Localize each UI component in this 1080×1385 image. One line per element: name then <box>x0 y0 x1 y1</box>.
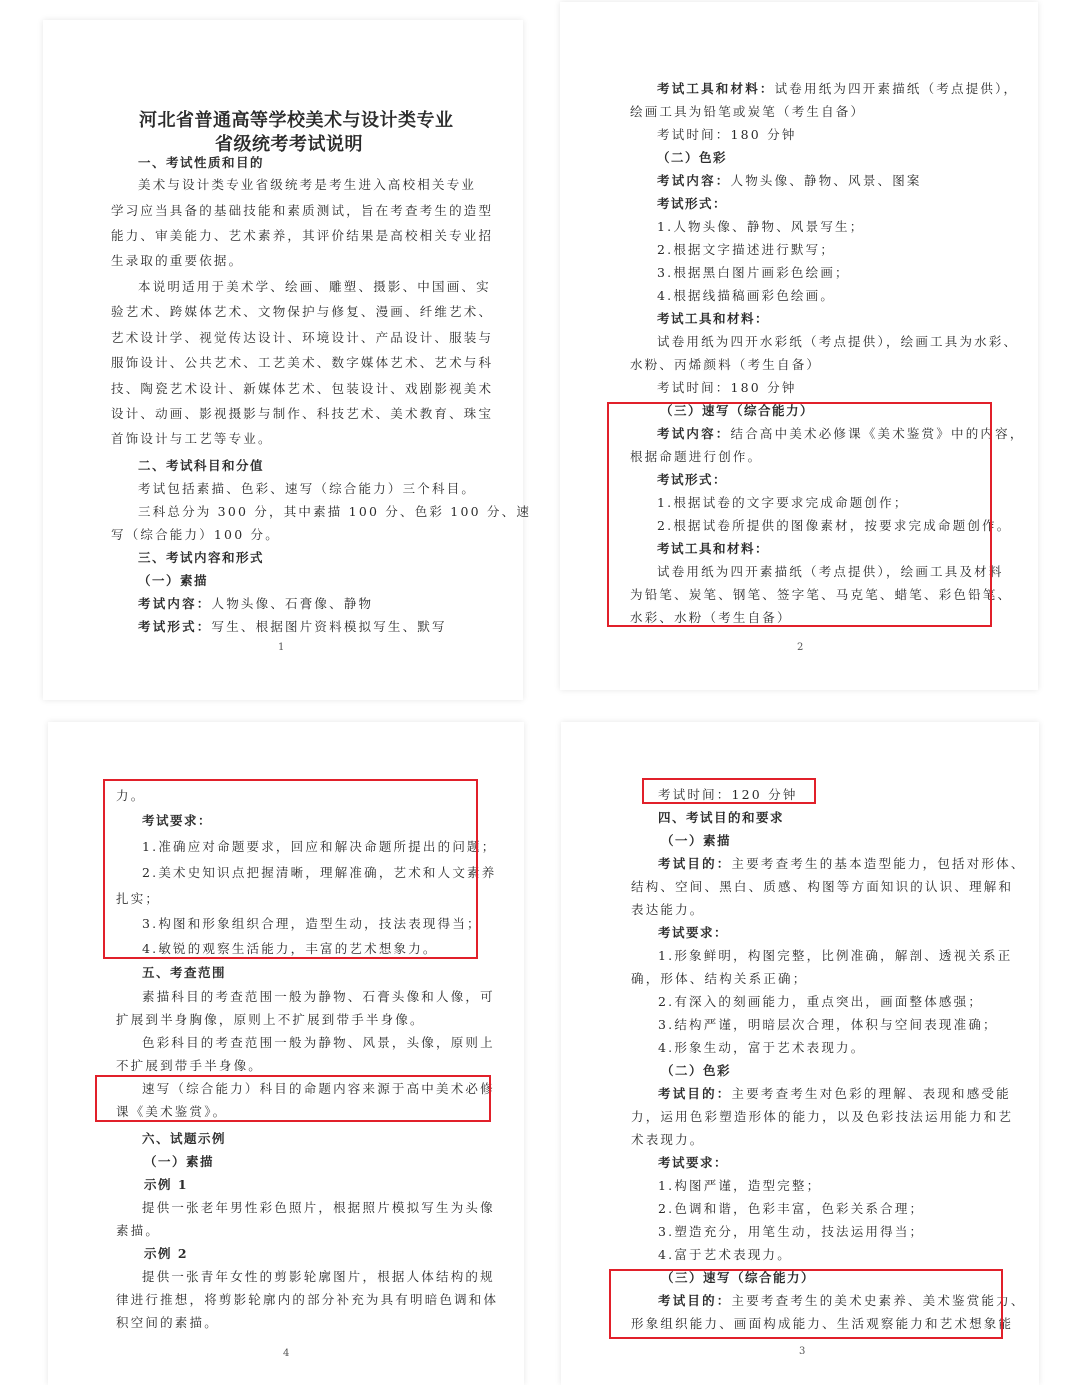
subsection-quick-sketch-heading: （三）速写（综合能力） <box>660 403 815 418</box>
text-line: 艺术设计学、视觉传达设计、环境设计、产品设计、服装与 <box>111 330 494 345</box>
subsection-sketch-heading: （一）素描 <box>144 1154 215 1169</box>
text-line: 设计、动画、影视摄影与制作、科技艺术、美术教育、珠宝 <box>111 406 494 421</box>
subsection-quick-sketch-heading: （三）速写（综合能力） <box>661 1270 816 1285</box>
text-line: 色彩科目的考查范围一般为静物、风景，头像，原则上 <box>142 1035 495 1050</box>
text-line <box>657 81 1018 97</box>
text-line: 本说明适用于美术学、绘画、雕塑、摄影、中国画、实 <box>138 279 491 294</box>
text-line: 美术与设计类专业省级统考是考生进入高校相关专业 <box>138 177 477 192</box>
text-line: 积空间的素描。 <box>116 1315 219 1330</box>
text-line <box>138 619 447 635</box>
text-line: 三科总分为 300 分，其中素描 100 分、色彩 100 分、速 <box>138 504 532 519</box>
list-item: 2.美术史知识点把握清晰，理解准确，艺术和人文素养 <box>142 865 497 880</box>
text-line: 为铅笔、炭笔、钢笔、签字笔、马克笔、蜡笔、彩色铅笔、 <box>630 587 1013 602</box>
page-number: 2 <box>797 642 804 653</box>
list-item: 1.构图严谨，造型完整； <box>658 1178 822 1193</box>
list-item: 1.准确应对命题要求，回应和解决命题所提出的问题； <box>142 839 497 854</box>
text-line: 术表现力。 <box>631 1132 705 1147</box>
field-label: 考试要求： <box>658 1155 729 1170</box>
list-item: 1.根据试卷的文字要求完成命题创作； <box>657 495 909 510</box>
section4-heading: 四、考试目的和要求 <box>658 810 785 825</box>
field-label: 考试形式： <box>657 196 728 211</box>
text-line: 素描科目的考查范围一般为静物、石膏头像和人像，可 <box>142 989 495 1004</box>
field-label: 考试目的： <box>658 1086 732 1101</box>
field-label: 考试形式： <box>138 619 212 634</box>
list-item: 3.根据黑白图片画彩色绘画； <box>657 265 850 280</box>
text-line: 表达能力。 <box>631 902 705 917</box>
list-item: 1.形象鲜明，构图完整，比例准确，解剖、透视关系正 <box>658 948 1013 963</box>
text-line: 试卷用纸为四开素描纸（考点提供），绘画工具及材料 <box>657 564 1004 579</box>
page-number: 3 <box>799 1346 806 1357</box>
text-line: 考试时间：180 分钟 <box>657 127 797 142</box>
section3-heading: 三、考试内容和形式 <box>138 550 265 565</box>
text-line: 速写（综合能力）科目的命题内容来源于高中美术必修 <box>142 1081 495 1096</box>
field-value: 主要考查考生的基本造型能力，包括对形体、 <box>731 856 1026 871</box>
text-line: 考试包括素描、色彩、速写（综合能力）三个科目。 <box>138 481 477 496</box>
text-line <box>658 1086 1011 1102</box>
text-line: 写（综合能力）100 分。 <box>111 527 280 542</box>
list-item: 4.敏锐的观察生活能力，丰富的艺术想象力。 <box>142 941 438 956</box>
list-item: 3.塑造充分，用笔生动，技法运用得当； <box>658 1224 925 1239</box>
text-line: 不扩展到带手半身像。 <box>116 1058 264 1073</box>
text-line: 考试时间：120 分钟 <box>658 787 798 802</box>
field-value: 写生、根据图片资料模拟写生、默写 <box>211 619 447 634</box>
text-line: 生录取的重要依据。 <box>111 253 244 268</box>
list-item: 2.根据试卷所提供的图像素材，按要求完成命题创作。 <box>657 518 1012 533</box>
field-value: 结合高中美术必修课《美术鉴赏》中的内容， <box>730 426 1025 441</box>
list-item: 扎实； <box>116 891 161 906</box>
highlight-box-sketch-goal <box>609 1269 1003 1339</box>
example-heading: 示例 1 <box>144 1177 189 1192</box>
doc-title-line2: 省级统考考试说明 <box>215 134 363 155</box>
text-line: 水彩、水粉（考生自备） <box>630 610 792 625</box>
text-line <box>138 596 373 612</box>
text-line <box>658 856 1026 872</box>
list-item: 4.形象生动，富于艺术表现力。 <box>658 1040 866 1055</box>
field-label: 考试要求： <box>142 813 213 828</box>
text-line: 验艺术、跨媒体艺术、文物保护与修复、漫画、纤维艺术、 <box>111 304 494 319</box>
text-line: 素描。 <box>116 1223 161 1238</box>
text-line: 能力、审美能力、艺术素养，其评价结果是高校相关专业招 <box>111 228 494 243</box>
field-value: 主要考查考生对色彩的理解、表现和感受能 <box>731 1086 1011 1101</box>
example-heading: 示例 2 <box>144 1246 189 1261</box>
page-number: 1 <box>278 642 285 653</box>
text-line: 扩展到半身胸像，原则上不扩展到带手半身像。 <box>116 1012 425 1027</box>
list-item: 4.根据线描稿画彩色绘画。 <box>657 288 836 303</box>
text-line: 学习应当具备的基础技能和素质测试，旨在考查考生的造型 <box>111 203 494 218</box>
document-page-1 <box>43 20 532 700</box>
section1-heading: 一、考试性质和目的 <box>138 155 265 170</box>
text-line: 提供一张老年男性彩色照片，根据照片模拟写生为头像 <box>142 1200 495 1215</box>
field-value: 人物头像、石膏像、静物 <box>211 596 374 611</box>
highlight-box-sketch-section <box>607 402 992 627</box>
field-label: 考试内容： <box>138 596 212 611</box>
list-item: 2.根据文字描述进行默写； <box>657 242 836 257</box>
subsection-color-heading: （二）色彩 <box>657 150 728 165</box>
text-line: 力，运用色彩塑造形体的能力，以及色彩技法运用能力和艺 <box>631 1109 1014 1124</box>
text-line <box>657 173 922 189</box>
list-item: 2.有深入的刻画能力，重点突出，画面整体感强； <box>658 994 984 1009</box>
highlight-box-scope <box>95 1075 491 1122</box>
text-line: 首饰设计与工艺等专业。 <box>111 431 273 446</box>
text-line: 技、陶瓷艺术设计、新媒体艺术、包装设计、戏剧影视美术 <box>111 381 494 396</box>
list-item: 3.结构严谨，明暗层次合理，体积与空间表现准确； <box>658 1017 998 1032</box>
field-value: 主要考查考生的美术史素养、美术鉴赏能力、 <box>731 1293 1026 1308</box>
text-line: 课《美术鉴赏》。 <box>116 1104 228 1119</box>
text-line: 绘画工具为铅笔或炭笔（考生自备） <box>630 104 866 119</box>
highlight-box-exam-time <box>642 778 816 804</box>
field-label: 考试工具和材料： <box>657 81 775 96</box>
highlight-box-requirements <box>103 779 478 959</box>
text-line: 试卷用纸为四开水彩纸（考点提供），绘画工具为水彩、 <box>657 334 1019 349</box>
field-label: 考试内容： <box>657 426 731 441</box>
doc-title-line1: 河北省普通高等学校美术与设计类专业 <box>139 110 454 131</box>
section5-heading: 五、考查范围 <box>142 965 227 980</box>
field-label: 考试工具和材料： <box>657 311 770 326</box>
text-line: 考试时间：180 分钟 <box>657 380 797 395</box>
text-line: 服饰设计、公共艺术、工艺美术、数字媒体艺术、艺术与科 <box>111 355 494 370</box>
field-label: 考试工具和材料： <box>657 541 770 556</box>
text-line: 力。 <box>116 788 146 803</box>
field-label: 考试内容： <box>657 173 731 188</box>
subsection-sketch-heading: （一）素描 <box>138 573 209 588</box>
list-item: 4.富于艺术表现力。 <box>658 1247 792 1262</box>
field-label: 考试目的： <box>658 1293 732 1308</box>
page-number: 4 <box>283 1348 290 1359</box>
list-item: 2.色调和谐，色彩丰富，色彩关系合理； <box>658 1201 925 1216</box>
text-line: 水粉、丙烯颜料（考生自备） <box>630 357 822 372</box>
text-line: 律进行推想，将剪影轮廓内的部分补充为具有明暗色调和体 <box>116 1292 499 1307</box>
text-line: 形象组织能力、画面构成能力、生活观察能力和艺术想象能 <box>631 1316 1014 1331</box>
section2-heading: 二、考试科目和分值 <box>138 458 265 473</box>
list-item: 3.构图和形象组织合理，造型生动，技法表现得当； <box>142 916 482 931</box>
field-value: 试卷用纸为四开素描纸（考点提供）， <box>774 81 1019 96</box>
section6-heading: 六、试题示例 <box>142 1131 227 1146</box>
subsection-color-heading: （二）色彩 <box>661 1063 732 1078</box>
text-line: 根据命题进行创作。 <box>630 449 763 464</box>
field-value: 人物头像、静物、风景、图案 <box>730 173 922 188</box>
subsection-sketch-heading: （一）素描 <box>661 833 732 848</box>
text-line: 提供一张青年女性的剪影轮廓图片，根据人体结构的规 <box>142 1269 495 1284</box>
field-label: 考试形式： <box>657 472 728 487</box>
list-item: 确，形体、结构关系正确； <box>631 971 808 986</box>
list-item: 1.人物头像、静物、风景写生； <box>657 219 865 234</box>
field-label: 考试要求： <box>658 925 729 940</box>
field-label: 考试目的： <box>658 856 732 871</box>
text-line: 结构、空间、黑白、质感、构图等方面知识的认识、理解和 <box>631 879 1014 894</box>
